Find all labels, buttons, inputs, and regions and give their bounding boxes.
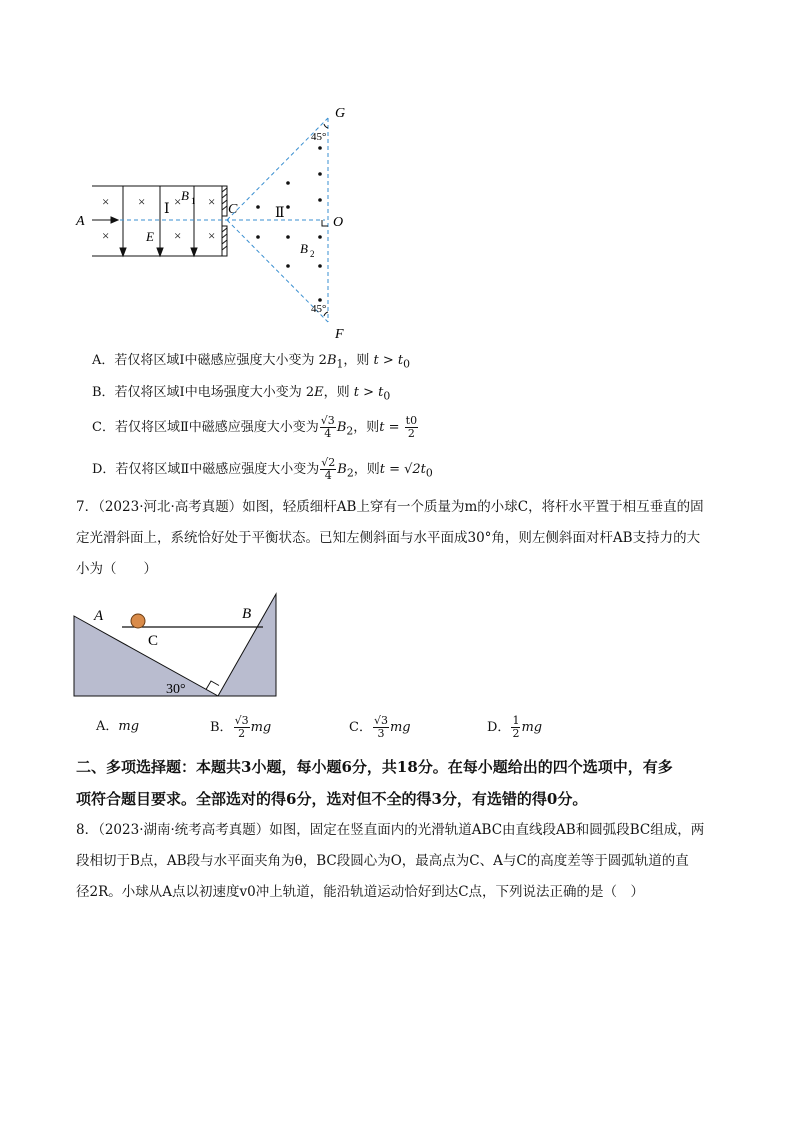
left-slope (74, 616, 218, 696)
angle-label-bottom: 45° (311, 303, 327, 315)
right-angle-mark (322, 220, 328, 226)
fraction: $\frac{√3}{4}$ (320, 414, 335, 440)
q6-option-b[interactable]: B．若仅将区域Ⅰ中电场强度大小变为 2E，则 $t > t_0$ (92, 385, 391, 403)
hatched-wall (222, 186, 227, 256)
fraction: $\frac{√3}{2}$ (234, 714, 249, 740)
label-b: B (242, 606, 252, 622)
label-b2: B (300, 241, 308, 256)
q7-choice-b[interactable]: B． $\frac{√3}{2}$ mg (210, 714, 272, 740)
label-a: A (94, 608, 104, 624)
label-e: E (146, 229, 154, 244)
angle-label: 30° (166, 682, 186, 697)
fraction: $\frac{1}{2}$ (512, 714, 520, 740)
cross-mark: × (208, 194, 216, 209)
ball-c (131, 614, 145, 628)
region-two-label: Ⅱ (275, 206, 285, 221)
label-c: C (228, 202, 238, 217)
section-2-heading: 二、多项选择题：本题共3小题，每小题6分，共18分。在每小题给出的四个选项中，有多 项符合题目要求。全部选对的得6分，选对但不全的得3分，有选错的得0分。 (76, 758, 673, 808)
fraction: $\frac{√2}{4}$ (321, 456, 336, 482)
cross-mark: × (102, 194, 110, 209)
right-angle-mark (206, 681, 219, 690)
label-c: C (148, 633, 159, 649)
q6-option-c[interactable]: C．若仅将区域Ⅱ中磁感应强度大小变为 $\frac{√3}{4}$ $B_2$，则t = $\frac{t0}{2}$ (92, 414, 418, 440)
q6-option-d[interactable]: D．若仅将区域Ⅱ中磁感应强度大小变为 $\frac{√2}{4}$ $B_2$，则$t = √2t_0$ (92, 456, 433, 482)
incoming-particle-arrow (92, 217, 118, 223)
cross-mark: × (208, 228, 216, 243)
region-one-label: Ⅰ (164, 202, 170, 217)
magnetic-field-dots (256, 146, 322, 302)
q6-option-a[interactable]: A．若仅将区域Ⅰ中磁感应强度大小变为 $2B_1$，则 $t > t_0$ (92, 353, 411, 371)
label-g: G (335, 106, 346, 121)
cross-mark: × (174, 194, 182, 209)
q7-choice-a[interactable]: A．mg (96, 719, 140, 734)
angle-arc (324, 124, 328, 128)
question-8-stem: 8．（2023·湖南·统考高考真题）如图，固定在竖直面内的光滑轨道ABC由直线段AB和圆弧段BC组成，两 段相切于B点，AB段与水平面夹角为θ，BC段圆心为O，最高点为C、A与C的高度差等于圆弧轨道的直 径2R。小球从A点以初速度v0冲上轨道，能沿轨道运动恰好到达C点，下列说法正确的是（ ） (76, 822, 705, 900)
question-7-stem: 7．（2023·河北·高考真题）如图，轻质细杆AB上穿有一个质量为m的小球C，将杆水平置于相互垂直的固 定光滑斜面上，系统恰好处于平衡状态。已知左侧斜面与水平面成30°角，则左侧斜面对杆AB支持力的大 小为（ ） (76, 499, 704, 577)
label-a: A (76, 214, 85, 229)
q7-choice-d[interactable]: D． $\frac{1}{2}$ mg (487, 714, 543, 740)
field-region-figure (70, 100, 370, 345)
fraction: $\frac{√3}{3}$ (373, 714, 388, 740)
cross-mark: × (174, 228, 182, 243)
cross-mark: × (138, 194, 146, 209)
label-b2-sub: 2 (310, 249, 315, 259)
cross-mark: × (102, 228, 110, 243)
fraction: $\frac{t0}{2}$ (405, 414, 418, 440)
angle-label-top: 45° (311, 131, 327, 143)
label-b1: B (181, 188, 189, 203)
magnetic-field-cross-marks (102, 194, 215, 243)
label-o: O (333, 215, 344, 230)
q7-choice-c[interactable]: C． $\frac{√3}{3}$ mg (349, 714, 411, 740)
label-b1-sub: 1 (191, 196, 196, 206)
inclined-planes-figure (70, 590, 282, 700)
label-f: F (335, 327, 344, 342)
